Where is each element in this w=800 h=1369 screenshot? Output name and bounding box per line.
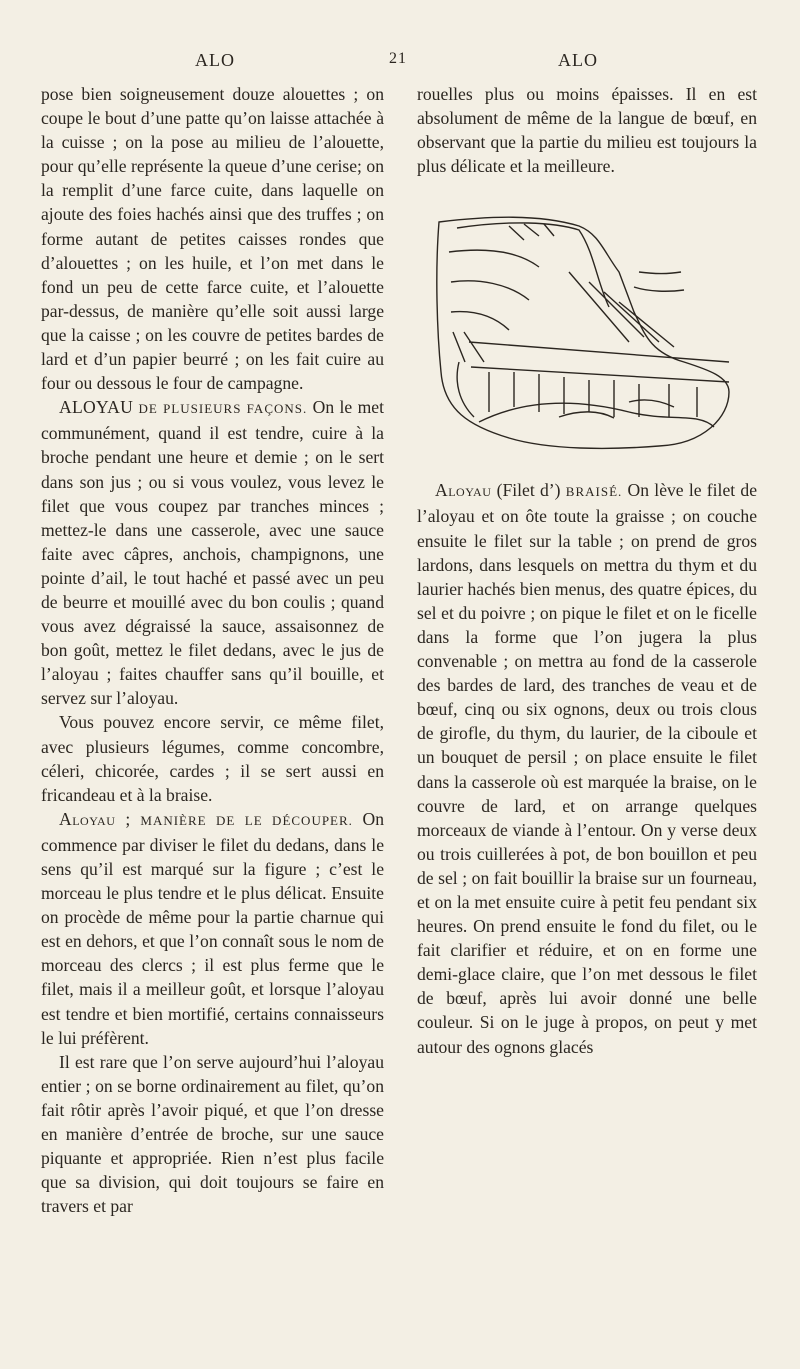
entry-subtitle-decouper: MANIÈRE DE LE DÉCOUPER. [140,812,353,828]
right-running-title: ALO [558,50,598,70]
entry-title-aloyau: ALOYAU [59,397,134,418]
left-column [41,82,384,1218]
paragraph-filet-braise [417,478,757,1058]
entry-text-facons: On le met communément, quand il est tendre, cuire à la broche pendant une heure et demie ; on le sert dans son jus ; ou si vous voulez, vous levez le filet que vous coupez par tranches minces ; mettez-le dans une casserole, avec une sauce faite avec câpres, anchois, champignons, une pointe d’ail, le tout haché et passé avec un peu de beurre et mouillé avec du bon coulis ; quand vous avez dégraissé la sauce, assaisonnez de bon goût, mettez le filet dedans, avec le jus de l’aloyau ; faites chauffer sans qu’il bouille, et servez sur l’aloyau. [41,397,384,709]
entry-text-decouper: On commence par diviser le filet du dedans, dans le sens qu’il est marqué sur la figure ; c’est le morceau le plus tendre et le plus délicat. Ensuite on procède de même pour la partie charnue qui est en dehors, et que l’on connaît sous le nom de morceau des clercs ; il est plus ferme que le filet, mais il a meilleur goût, et lorsque l’aloyau est tendre et bien mortifié, certains connaisseurs le lui préfèrent. [41,808,384,1048]
aloyau-carving-diagram-icon [429,212,759,452]
right-column [417,82,757,1059]
entry-title-aloyau-braise: Aloyau [435,480,492,501]
paragraph-decouper [41,807,384,1050]
running-head [0,50,800,80]
entry-subtitle-braise: BRAISÉ. [565,484,623,500]
entry-title-aloyau-decouper: Aloyau ; [59,808,131,829]
left-running-title: ALO [195,50,235,70]
page-number: 21 [389,50,407,67]
entry-subtitle-facons: DE PLUSIEURS FAÇONS. [138,401,308,417]
paragraph-legumes: Vous pouvez encore servir, ce même filet, avec plusieurs légumes, comme concombre, céleri, chicorée, cardes ; il se sert aussi en fricandeau et à la braise. [41,712,384,805]
entry-paren-filet: (Filet d’) [496,480,561,501]
entry-text-braise: On lève le filet de l’aloyau et on ôte toute la graisse ; on couche ensuite le filet sur la table ; on prend de gros lardons, dans lesquels on mettra du thym et du laurier hachés bien menus, des quatre épices, du sel et du poivre ; on pique le filet et on le ficelle dans la forme que l’on jugera la plus convenable ; on mettra au fond de la casserole des bardes de lard, des tranches de veau et de bœuf, cinq ou six ognons, deux ou trois clous de girofle, du thym, du laurier, de la ciboule et un bouquet de persil ; on place ensuite le filet dans la casserole où est marquée la braise, on le couvre de lard, et on arrange quelques morceaux de viande à l’entour. On y verse deux ou trois cuillerées à pot, de bon bouillon et peu de sel ; on fait bouillir la braise sur un fourneau, et on la met ensuite cuire à petit feu pendant six heures. On prend ensuite le fond du filet, ou le fait clarifier et réduire, et on en forme une demi-glace claire, que l’on met dessous le filet de bœuf, après lui avoir donné une belle couleur. Si on le juge à propos, on peut y met autour des ognons glacés [417,480,758,1057]
paragraph-rare: Il est rare que l’on serve aujourd’hui l’aloyau entier ; on se borne ordinairement au filet, qu’on fait rôtir après l’avoir piqué, et que l’on dresse en manière d’entrée de broche, sur une sauce piquante et appropriée. Rien n’est plus facile que sa division, qui doit toujours se faire en travers et par [41,1051,384,1217]
paragraph-aloyau-facons [41,395,384,710]
paragraph-alouettes: pose bien soigneusement douze alouettes ; on coupe le bout d’une patte qu’on laisse attachée à la cuisse ; on la pose au milieu de l’alouette, pour qu’elle représente la queue d’une cerise; on la remplit d’une farce cuite, dans laquelle on ajoute des foies hachés ainsi que des truffes ; on forme autant de petites caisses rondes que d’alouettes ; on les huile, et l’on met dans le fond un peu de cette farce cuite, et l’alouette par-dessus, de manière qu’elle soit aussi large que la caisse ; on les couvre de petites bardes de lard et d’un papier beurré ; on les fait cuire au four ou dessous le four de campagne. [41,84,384,394]
paragraph-rouelles: rouelles plus ou moins épaisses. Il en est absolument de même de la langue de bœuf, en observant que la partie du milieu est toujours la plus délicate et la meilleure. [417,84,757,177]
